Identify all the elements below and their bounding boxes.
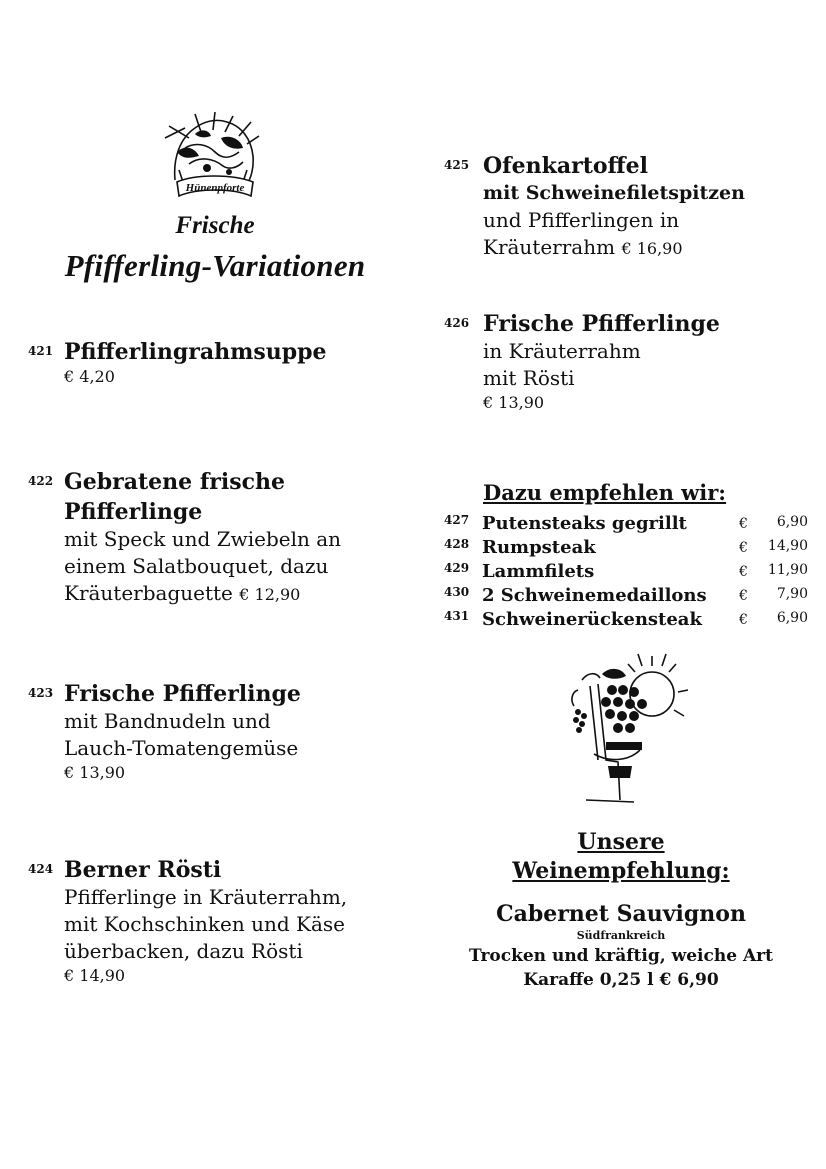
row-currency: € xyxy=(739,540,748,556)
item-desc-line3: Kräuterbaguette xyxy=(64,581,233,605)
item-number: 422 xyxy=(28,474,54,488)
item-subtitle: mit Schweinefiletspitzen xyxy=(483,182,745,204)
item-number: 425 xyxy=(444,158,470,172)
item-price: € 12,90 xyxy=(239,585,301,604)
row-name: Rumpsteak xyxy=(482,537,596,558)
item-desc-line2: einem Salatbouquet, dazu xyxy=(64,554,329,578)
menu-title-line1: Frische xyxy=(175,212,255,239)
restaurant-logo xyxy=(155,108,273,208)
row-number: 427 xyxy=(444,513,470,527)
item-desc-line2: Kräuterrahm xyxy=(483,235,616,259)
wine-heading-line2: Weinempfehlung: xyxy=(512,858,730,884)
row-currency: € xyxy=(739,612,748,628)
logo-text: Hünenpforte xyxy=(185,182,245,194)
item-name-line1: Gebratene frische xyxy=(64,469,286,495)
item-desc-line1: und Pfifferlingen in xyxy=(483,208,680,232)
recommend-row-431 xyxy=(444,609,814,633)
item-number: 423 xyxy=(28,686,54,700)
menu-title-line2: Pfifferling-Variationen xyxy=(64,248,366,283)
row-price: 6,90 xyxy=(776,610,808,626)
row-name: Schweinerückensteak xyxy=(482,609,702,630)
item-desc-line3: überbacken, dazu Rösti xyxy=(64,939,303,963)
row-price: 7,90 xyxy=(776,586,808,602)
item-name: Pfifferlingrahmsuppe xyxy=(64,339,327,365)
row-number: 428 xyxy=(444,537,470,551)
wine-name: Cabernet Sauvignon xyxy=(496,901,746,927)
item-price: € 16,90 xyxy=(621,239,683,258)
row-name: Putensteaks gegrillt xyxy=(482,513,687,534)
item-name: Ofenkartoffel xyxy=(483,153,648,179)
row-name: Lammfilets xyxy=(482,561,595,582)
row-number: 431 xyxy=(444,609,470,623)
item-price: € 13,90 xyxy=(64,763,126,782)
item-desc-line2: mit Kochschinken und Käse xyxy=(64,912,345,936)
item-desc-line1: mit Bandnudeln und xyxy=(64,709,271,733)
wine-offer: Karaffe 0,25 l € 6,90 xyxy=(523,970,719,990)
item-name-line2: Pfifferlinge xyxy=(64,499,203,525)
item-price: € 14,90 xyxy=(64,966,126,985)
row-number: 430 xyxy=(444,585,470,599)
item-price: € 4,20 xyxy=(64,367,115,386)
row-number: 429 xyxy=(444,561,470,575)
recommend-row-429 xyxy=(444,561,814,585)
row-name: 2 Schweinemedaillons xyxy=(482,585,707,606)
wine-region: Südfrankreich xyxy=(576,929,666,942)
wine-heading-line1: Unsere xyxy=(577,829,665,855)
recommend-row-428 xyxy=(444,537,814,561)
row-currency: € xyxy=(739,588,748,604)
item-name: Frische Pfifferlinge xyxy=(483,311,720,337)
item-desc-line2: mit Rösti xyxy=(483,366,575,390)
recommend-row-427 xyxy=(444,513,814,537)
item-name: Frische Pfifferlinge xyxy=(64,681,301,707)
item-name: Berner Rösti xyxy=(64,857,222,883)
item-desc-line1: Pfifferlinge in Kräuterrahm, xyxy=(64,885,348,909)
wine-glass-illustration xyxy=(548,650,690,812)
item-number: 426 xyxy=(444,316,470,330)
item-number: 424 xyxy=(28,862,54,876)
item-desc-line1: mit Speck und Zwiebeln an xyxy=(64,527,342,551)
row-price: 11,90 xyxy=(767,562,808,578)
item-desc-line1: in Kräuterrahm xyxy=(483,339,641,363)
recommend-row-430 xyxy=(444,585,814,609)
recommend-heading: Dazu empfehlen wir: xyxy=(483,480,727,505)
row-currency: € xyxy=(739,564,748,580)
item-desc-line2: Lauch-Tomatengemüse xyxy=(64,736,299,760)
item-number: 421 xyxy=(28,344,54,358)
row-price: 6,90 xyxy=(776,514,808,530)
item-price: € 13,90 xyxy=(483,393,545,412)
row-price: 14,90 xyxy=(767,538,808,554)
row-currency: € xyxy=(739,516,748,532)
wine-description: Trocken und kräftig, weiche Art xyxy=(469,946,773,966)
